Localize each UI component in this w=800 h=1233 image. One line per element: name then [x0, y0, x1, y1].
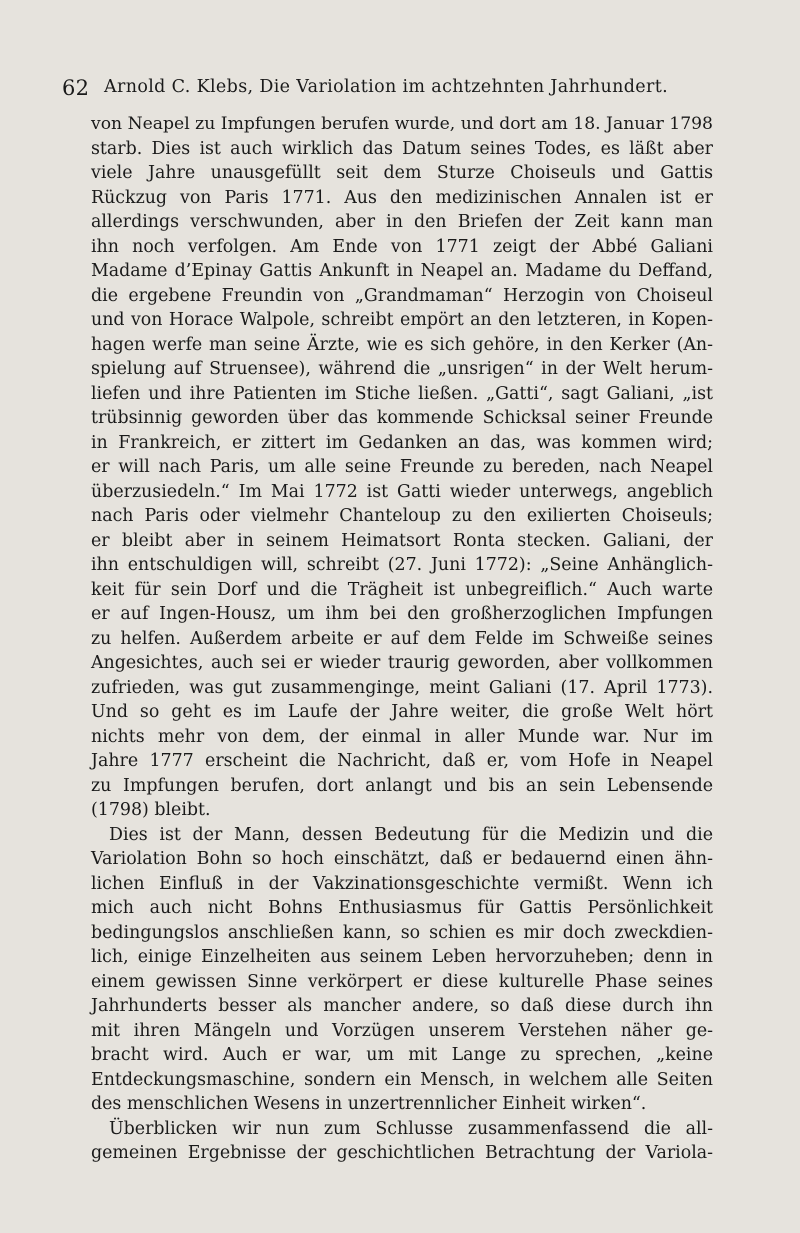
text-line: überzusiedeln.“ Im Mai 1772 ist Gatti wieder unterwegs, angeblich: [91, 481, 713, 502]
text-line: nichts mehr von dem, der einmal in aller Munde war. Nur im: [91, 726, 713, 747]
text-line: Entdeckungsmaschine, sondern ein Mensch, in welchem alle Seiten: [91, 1069, 713, 1090]
text-line: keit für sein Dorf und die Trägheit ist unbegreiflich.“ Auch warte: [91, 579, 713, 600]
text-line: liefen und ihre Patienten im Stiche ließen. „Gatti“, sagt Galiani, „ist: [91, 383, 713, 404]
text-line: und von Horace Walpole, schreibt empört an den letzteren, in Kopen-: [91, 310, 713, 330]
text-line: Madame d’Epinay Gattis Ankunft in Neapel an. Madame du Deffand,: [91, 261, 713, 281]
text-line: lichen Einfluß in der Vakzinationsgeschichte vermißt. Wenn ich: [91, 873, 713, 894]
text-line: Und so geht es im Laufe der Jahre weiter, die große Welt hört: [91, 702, 713, 722]
text-line: mit ihren Mängeln und Vorzügen unserem Verstehen näher ge-: [91, 1020, 713, 1041]
text-line: Jahrhunderts besser als mancher andere, so daß diese durch ihn: [91, 996, 713, 1016]
text-line: er will nach Paris, um alle seine Freunde zu bereden, nach Neapel: [91, 457, 713, 477]
text-line: ihn noch verfolgen. Am Ende von 1771 zeigt der Abbé Galiani: [91, 236, 713, 257]
text-line: (1798) bleibt.: [91, 800, 211, 820]
page-number: 62: [62, 76, 90, 100]
text-line: er auf Ingen-Housz, um ihm bei den großherzoglichen Impfungen: [91, 604, 713, 624]
text-line: zufrieden, was gut zusammenginge, meint Galiani (17. April 1773).: [91, 677, 713, 698]
text-line: lich, einige Einzelheiten aus seinem Leben hervorzuheben; denn in: [91, 947, 713, 967]
running-head: Arnold C. Klebs, Die Variolation im achtzehnten Jahrhundert.: [104, 77, 668, 97]
text-line: allerdings verschwunden, aber in den Briefen der Zeit kann man: [91, 212, 713, 232]
text-line: nach Paris oder vielmehr Chanteloup zu den exilierten Choiseuls;: [91, 506, 713, 526]
text-line: zu Impfungen berufen, dort anlangt und bis an sein Lebensende: [91, 775, 713, 796]
text-line: Angesichtes, auch sei er wieder traurig geworden, aber vollkommen: [91, 653, 713, 673]
text-line: zu helfen. Außerdem arbeite er auf dem Felde im Schweiße seines: [91, 628, 713, 649]
text-line: viele Jahre unausgefüllt seit dem Sturze Choiseuls und Gattis: [91, 163, 713, 183]
text-line: spielung auf Struensee), während die „unsrigen“ in der Welt herum-: [91, 359, 713, 379]
text-line: trübsinnig geworden über das kommende Schicksal seiner Freunde: [91, 408, 713, 428]
text-line: mich auch nicht Bohns Enthusiasmus für Gattis Persönlichkeit: [91, 898, 713, 918]
text-line: bedingungslos anschließen kann, so schien es mir doch zweckdien-: [91, 922, 713, 943]
text-line: gemeinen Ergebnisse der geschichtlichen Betrachtung der Variola-: [91, 1143, 713, 1163]
text-line: Überblicken wir nun zum Schlusse zusammenfassend die all-: [109, 1118, 713, 1139]
text-line: Rückzug von Paris 1771. Aus den medizinischen Annalen ist er: [91, 187, 713, 208]
text-line: er bleibt aber in seinem Heimatsort Ronta stecken. Galiani, der: [91, 530, 713, 551]
text-line: des menschlichen Wesens in unzertrennlicher Einheit wirken“.: [91, 1094, 647, 1114]
text-line: starb. Dies ist auch wirklich das Datum seines Todes, es läßt aber: [91, 138, 713, 159]
text-line: bracht wird. Auch er war, um mit Lange zu sprechen, „keine: [91, 1045, 713, 1065]
body-text: [91, 112, 713, 1166]
text-line: ihn entschuldigen will, schreibt (27. Juni 1772): „Seine Anhänglich-: [91, 555, 713, 575]
text-line: Jahre 1777 erscheint die Nachricht, daß er, vom Hofe in Neapel: [91, 751, 713, 771]
text-line: einem gewissen Sinne verkörpert er diese kulturelle Phase seines: [91, 971, 713, 992]
text-line: von Neapel zu Impfungen berufen wurde, und dort am 18. Januar 1798: [91, 114, 713, 134]
page-header: [62, 76, 722, 102]
text-line: in Frankreich, er zittert im Gedanken an das, was kommen wird;: [91, 432, 713, 453]
text-line: Dies ist der Mann, dessen Bedeutung für die Medizin und die: [109, 824, 713, 845]
text-line: Variolation Bohn so hoch einschätzt, daß er bedauernd einen ähn-: [91, 849, 713, 869]
text-line: hagen werfe man seine Ärzte, wie es sich gehöre, in den Kerker (An-: [91, 334, 713, 355]
text-line: die ergebene Freundin von „Grandmaman“ Herzogin von Choiseul: [91, 285, 713, 306]
